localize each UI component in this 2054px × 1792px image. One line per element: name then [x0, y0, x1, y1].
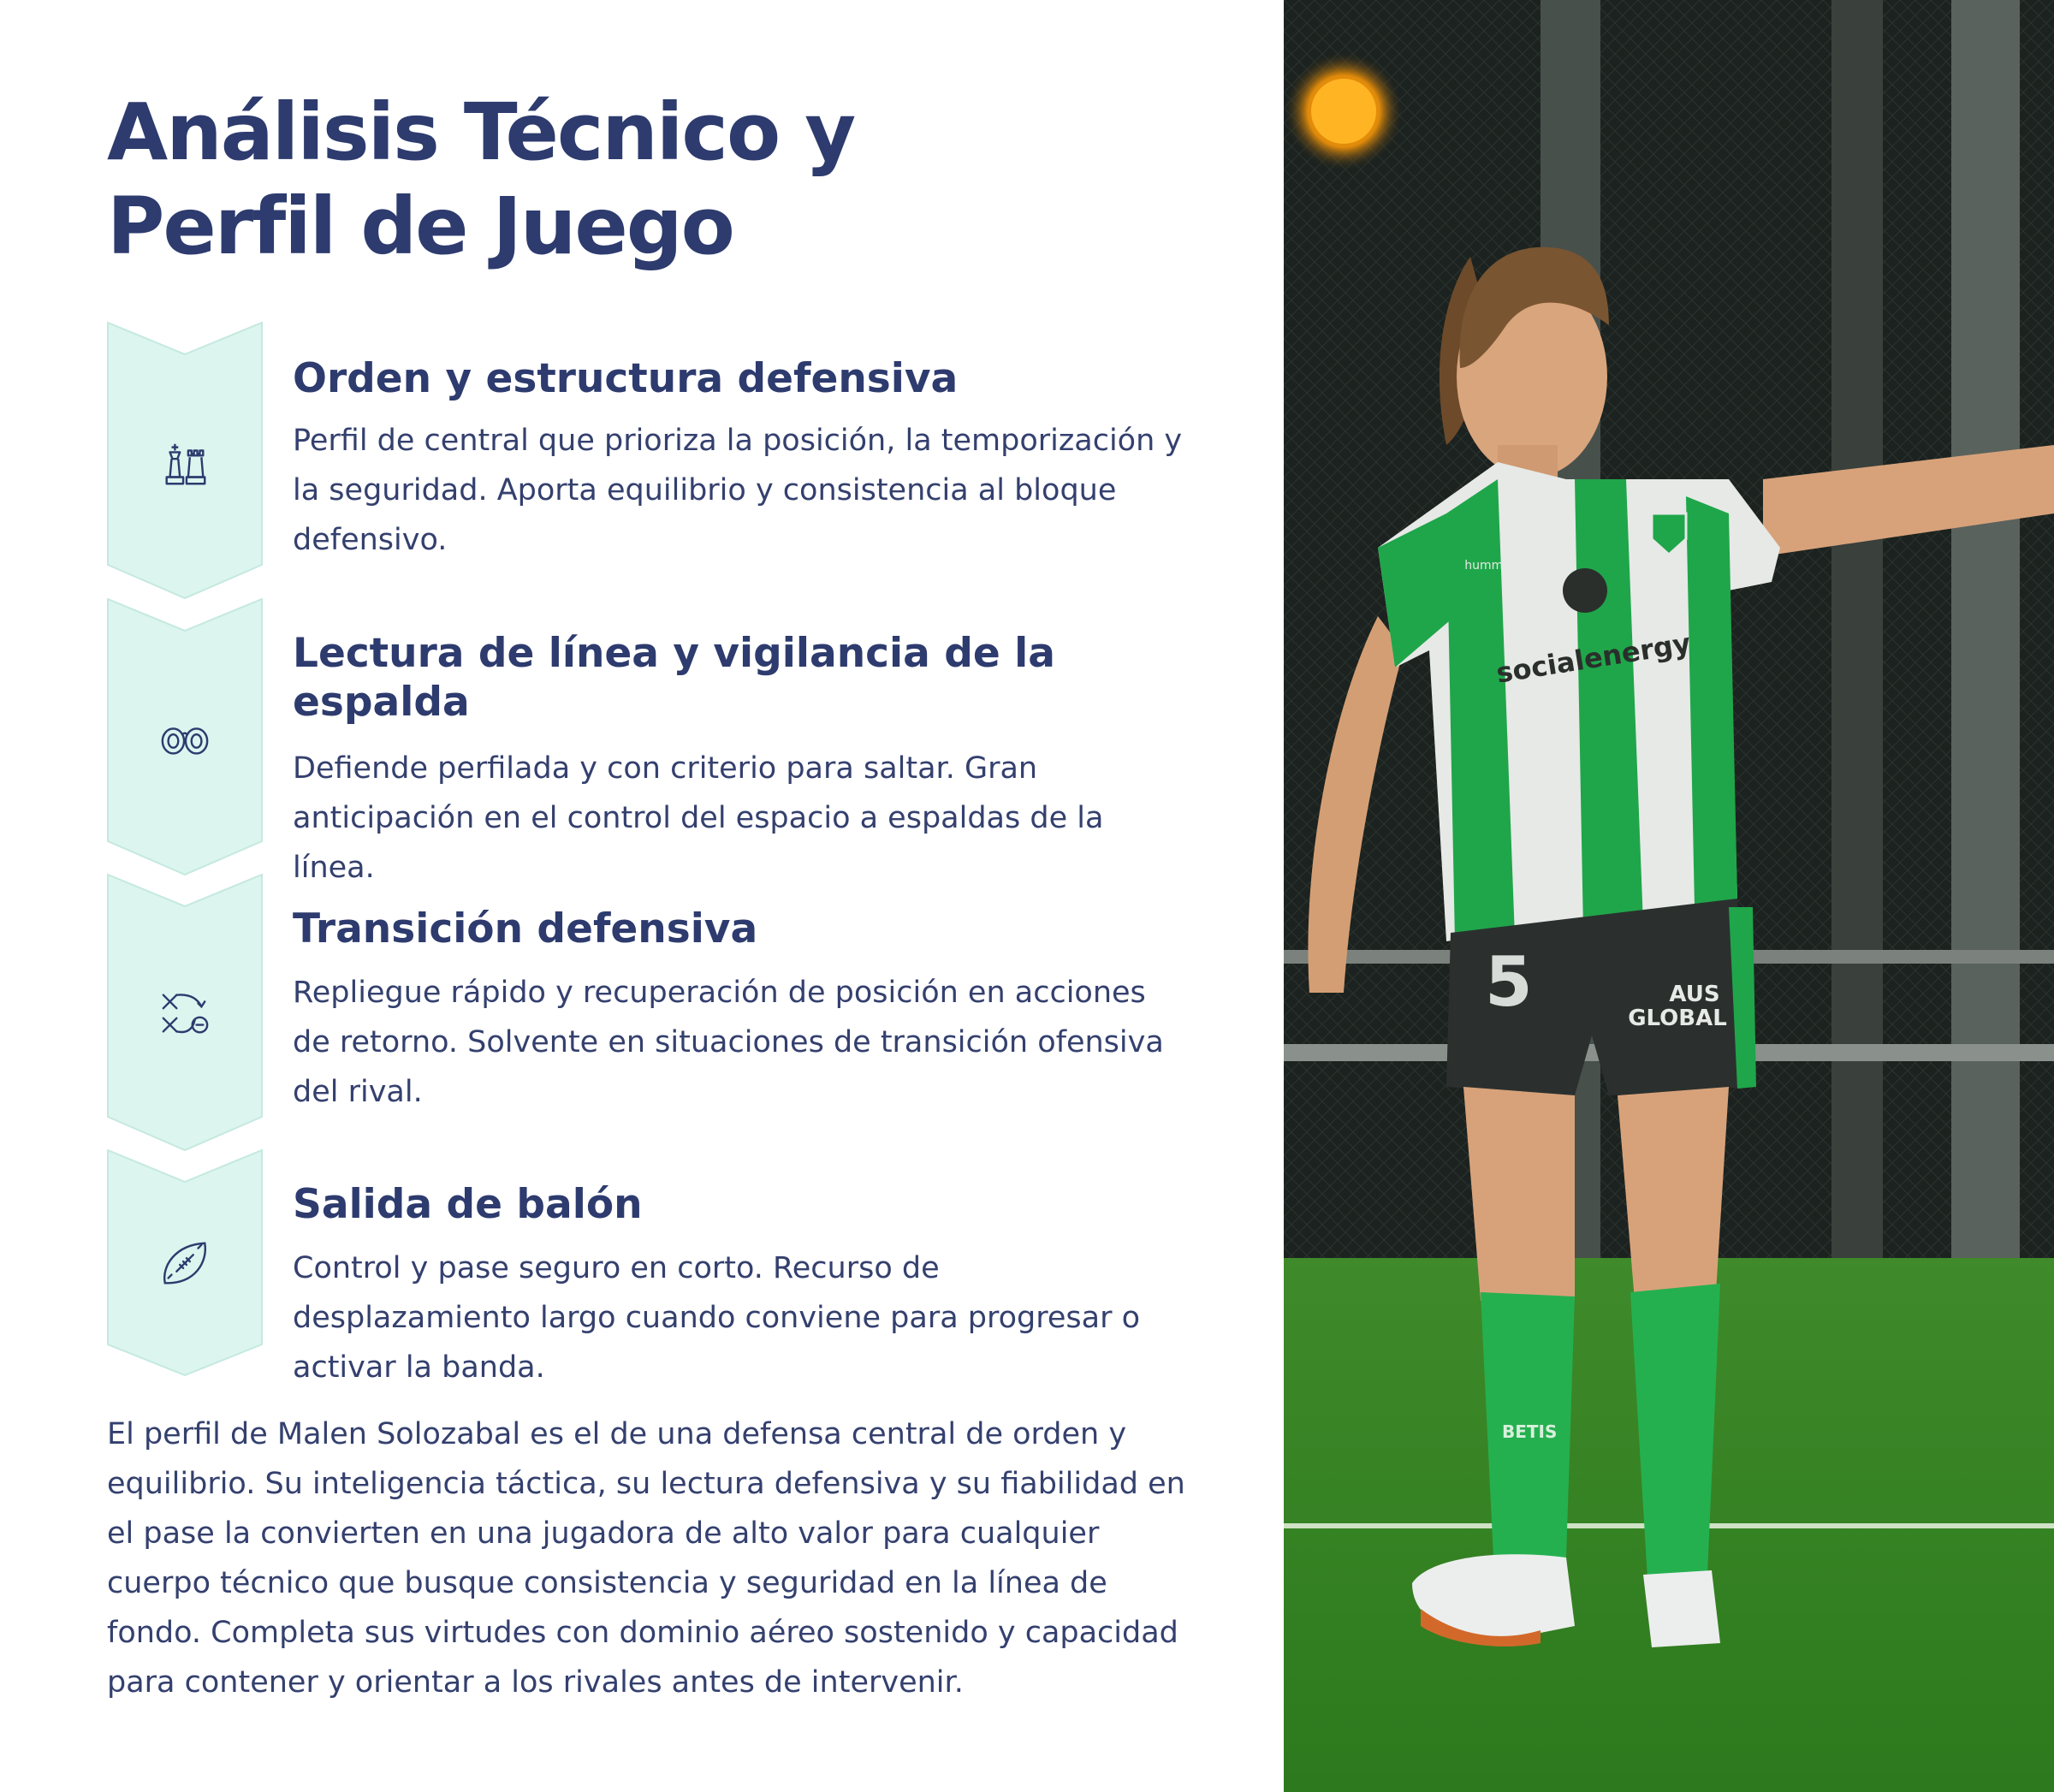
step-title: Orden y estructura defensiva — [293, 355, 959, 402]
sock-text: BETIS — [1502, 1421, 1558, 1442]
process-step-1 — [107, 322, 1185, 599]
page-title — [107, 86, 1220, 274]
step-title: Salida de balón — [293, 1181, 643, 1228]
shorts-sponsor-line-1: AUS — [1669, 982, 1720, 1007]
step-title: Lectura de línea y vigilancia de la espalda — [293, 630, 1055, 726]
process-step-2 — [107, 598, 1185, 885]
summary-paragraph: El perfil de Malen Solozabal es el de una defensa central de orden y equilibrio. Su inteligencia táctica, su lectura defensiva y su fiabilidad en el pase la convierten en una jugadora de alto valor para cualquier cuerpo técnico que busque consistencia y seguridad en la línea de fondo. Completa sus virtudes con dominio aéreo sostenido y capacidad para contener y orientar a los rivales antes de intervenir. — [107, 1417, 1185, 1700]
step-description: Control y pase seguro en corto. Recurso de desplazamiento largo cuando conviene para progresar o activar la banda. — [293, 1251, 1141, 1385]
process-step-4 — [107, 1149, 1185, 1385]
shorts-number: 5 — [1485, 942, 1533, 1022]
step-title: Transición defensiva — [293, 905, 758, 952]
binoculars-icon — [158, 713, 211, 766]
page-title-line-1: Análisis Técnico y — [107, 86, 855, 178]
player-photo — [1284, 0, 2054, 1792]
ball-icon — [158, 1237, 211, 1290]
step-description: Defiende perfilada y con criterio para saltar. Gran anticipación en el control del espacio a espaldas de la línea. — [293, 751, 1104, 885]
page-title-line-2: Perfil de Juego — [107, 181, 733, 272]
tactics-cycle-icon — [158, 987, 211, 1040]
step-description: Perfil de central que prioriza la posición, la temporización y la seguridad. Aporta equilibrio y consistencia al bloque defensivo. — [293, 424, 1183, 557]
chess-pieces-icon — [158, 437, 211, 490]
kit-brand-text: hummel — [1464, 559, 1514, 573]
process-step-3 — [107, 874, 1185, 1151]
shorts-sponsor-line-2: GLOBAL — [1628, 1006, 1727, 1031]
step-description: Repliegue rápido y recuperación de posición en acciones de retorno. Solvente en situaciones de transición ofensiva del rival. — [293, 976, 1164, 1109]
shirt-sponsor-text: socialenergy — [1493, 626, 1694, 690]
